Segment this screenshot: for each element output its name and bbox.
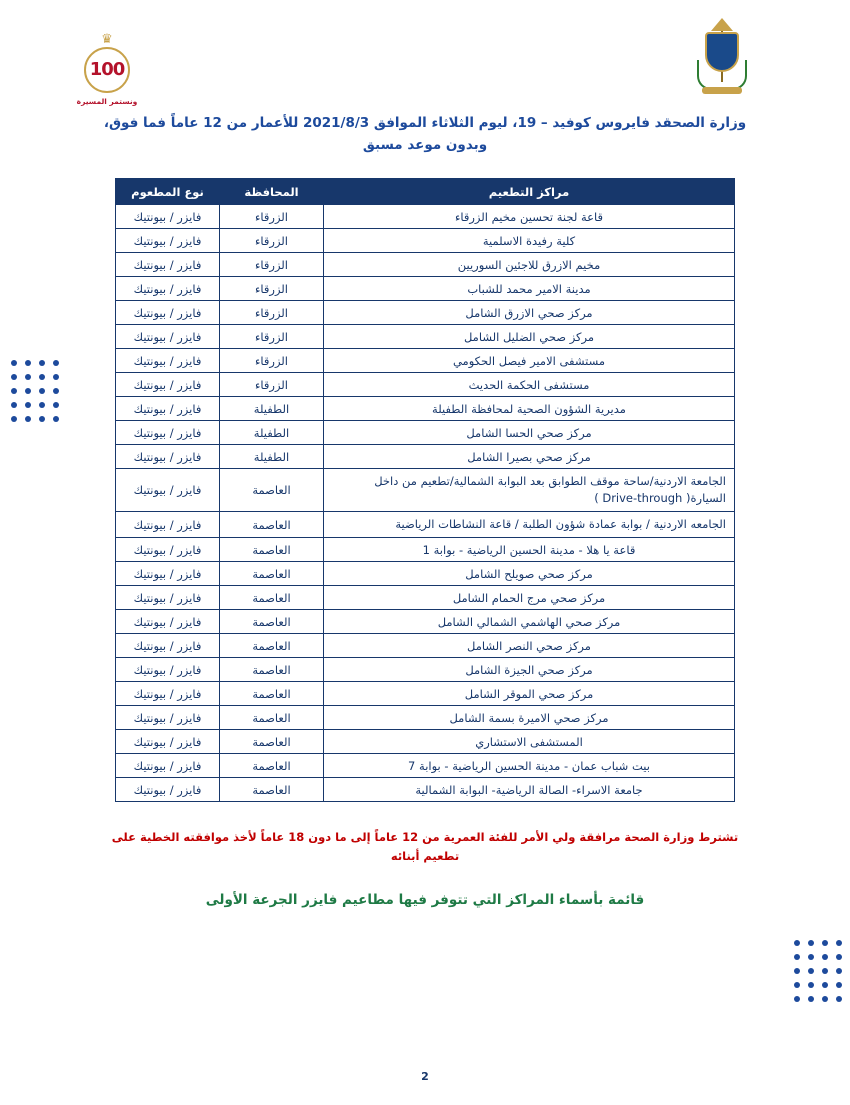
guardian-consent-note: تشترط وزارة الصحة مرافقة ولي الأمر للفئة العمرية من 12 عاماً إلى ما دون 18 عاماً لأخذ موافقته الخطية على تطعيم أبنائه <box>111 830 739 863</box>
cell-vaccine-type: فايزر / بيونتيك <box>116 397 220 421</box>
cell-governorate: الزرقاء <box>220 349 324 373</box>
pfizer-first-dose-note: قائمة بأسماء المراكز التي تتوفر فيها مطاعيم فايزر الجرعة الأولى <box>205 892 645 908</box>
table-row <box>116 754 735 778</box>
cell-center-name: بيت شباب عمان - مدينة الحسين الرياضية - بوابة 7 <box>324 754 735 778</box>
cell-center-name: مركز صحي الازرق الشامل <box>324 301 735 325</box>
cell-center-name: كلية رفيدة الاسلمية <box>324 229 735 253</box>
table-row <box>116 512 735 538</box>
table-row <box>116 682 735 706</box>
title-line-2: وبدون موعد مسبق <box>362 137 488 153</box>
cell-center-name: جامعة الاسراء- الصالة الرياضية- البوابة الشمالية <box>324 778 735 802</box>
cell-vaccine-type: فايزر / بيونتيك <box>116 586 220 610</box>
cell-center-name: قاعة لجنة تحسين مخيم الزرقاء <box>324 205 735 229</box>
cell-vaccine-type: فايزر / بيونتيك <box>116 445 220 469</box>
table-row <box>116 706 735 730</box>
col-header-governorate: المحافظة <box>220 179 324 205</box>
table-row <box>116 301 735 325</box>
wreath-right-shape <box>733 60 747 90</box>
cell-vaccine-type: فايزر / بيونتيك <box>116 512 220 538</box>
cell-center-name: مركز صحي مرج الحمام الشامل <box>324 586 735 610</box>
cell-governorate: الطفيلة <box>220 445 324 469</box>
cell-governorate: العاصمة <box>220 469 324 512</box>
table-row <box>116 325 735 349</box>
cell-center-name: مركز صحي الموقر الشامل <box>324 682 735 706</box>
cell-vaccine-type: فايزر / بيونتيك <box>116 538 220 562</box>
cell-vaccine-type: فايزر / بيونتيك <box>116 421 220 445</box>
cell-governorate: العاصمة <box>220 562 324 586</box>
cell-center-name: مستشفى الامير فيصل الحكومي <box>324 349 735 373</box>
cell-center-name: المستشفى الاستشاري <box>324 730 735 754</box>
table-row <box>116 373 735 397</box>
cell-center-name: مركز صحي الاميرة بسمة الشامل <box>324 706 735 730</box>
table-row <box>116 634 735 658</box>
table-row <box>116 562 735 586</box>
table-row <box>116 277 735 301</box>
table-row <box>116 253 735 277</box>
col-header-vaccine-type: نوع المطعوم <box>116 179 220 205</box>
cell-center-name: مخيم الازرق للاجئين السوريين <box>324 253 735 277</box>
table-row <box>116 730 735 754</box>
cell-governorate: العاصمة <box>220 730 324 754</box>
table-row <box>116 229 735 253</box>
cell-center-name: مركز صحي صويلح الشامل <box>324 562 735 586</box>
cell-vaccine-type: فايزر / بيونتيك <box>116 277 220 301</box>
cell-center-name: مديرية الشؤون الصحية لمحافظة الطفيلة <box>324 397 735 421</box>
vaccination-centers-table <box>115 178 735 802</box>
table-row <box>116 658 735 682</box>
jordan-centennial-logo <box>48 34 166 106</box>
cell-center-name: قاعة يا هلا - مدينة الحسين الرياضية - بوابة 1 <box>324 538 735 562</box>
cell-center-name: مدينة الامير محمد للشباب <box>324 277 735 301</box>
cell-governorate: الزرقاء <box>220 253 324 277</box>
centennial-caption: ونستمر المسيرة <box>76 97 138 106</box>
cell-governorate: العاصمة <box>220 682 324 706</box>
cell-center-name: الجامعة الاردنية/ساحة موقف الطوابق بعد البوابة الشمالية/تطعيم من داخل السيارة( Drive-through ) <box>324 469 735 512</box>
coat-of-arms-icon <box>696 18 748 92</box>
cell-vaccine-type: فايزر / بيونتيك <box>116 229 220 253</box>
cell-vaccine-type: فايزر / بيونتيك <box>116 634 220 658</box>
cell-governorate: العاصمة <box>220 778 324 802</box>
cell-vaccine-type: فايزر / بيونتيك <box>116 301 220 325</box>
table-row <box>116 586 735 610</box>
cell-governorate: العاصمة <box>220 586 324 610</box>
table-row <box>116 349 735 373</box>
table-header-row <box>116 179 735 205</box>
centennial-badge: 100 <box>84 47 130 93</box>
table-row <box>116 778 735 802</box>
title-line-1: وزارة الصحقد فايروس كوفيد – 19، ليوم الثلاثاء الموافق 2021/8/3 للأعمار من 12 عاماً فما فوق، <box>103 115 747 131</box>
document-title <box>64 112 786 156</box>
cell-governorate: العاصمة <box>220 538 324 562</box>
cell-center-name: مركز صحي الهاشمي الشمالي الشامل <box>324 610 735 634</box>
cell-governorate: الزرقاء <box>220 277 324 301</box>
table-row <box>116 538 735 562</box>
cell-vaccine-type: فايزر / بيونتيك <box>116 325 220 349</box>
cell-governorate: العاصمة <box>220 706 324 730</box>
cell-center-name: مركز صحي النصر الشامل <box>324 634 735 658</box>
crown-icon: ♛ <box>101 32 113 47</box>
table-body <box>116 205 735 802</box>
vaccination-centers-table-wrapper <box>115 178 735 802</box>
cell-governorate: الزرقاء <box>220 325 324 349</box>
document-header <box>0 0 850 112</box>
crown-shape <box>711 18 733 31</box>
table-row <box>116 421 735 445</box>
cell-center-name: مركز صحي الحسا الشامل <box>324 421 735 445</box>
cell-vaccine-type: فايزر / بيونتيك <box>116 253 220 277</box>
table-row <box>116 397 735 421</box>
table-row <box>116 445 735 469</box>
cell-governorate: العاصمة <box>220 634 324 658</box>
cell-vaccine-type: فايزر / بيونتيك <box>116 754 220 778</box>
ribbon-shape <box>702 87 742 94</box>
col-header-center: مراكز التطعيم <box>324 179 735 205</box>
cell-vaccine-type: فايزر / بيونتيك <box>116 349 220 373</box>
cell-governorate: الطفيلة <box>220 421 324 445</box>
cell-vaccine-type: فايزر / بيونتيك <box>116 562 220 586</box>
wreath-left-shape <box>697 60 711 90</box>
cell-governorate: العاصمة <box>220 658 324 682</box>
cell-vaccine-type: فايزر / بيونتيك <box>116 682 220 706</box>
decorative-dots-left <box>8 360 59 425</box>
cell-vaccine-type: فايزر / بيونتيك <box>116 778 220 802</box>
cell-center-name: مستشفى الحكمة الحديث <box>324 373 735 397</box>
cell-center-name: مركز صحي الضليل الشامل <box>324 325 735 349</box>
cell-center-name: مركز صحي الجيزة الشامل <box>324 658 735 682</box>
table-row <box>116 205 735 229</box>
cell-governorate: الزرقاء <box>220 229 324 253</box>
cell-vaccine-type: فايزر / بيونتيك <box>116 373 220 397</box>
cell-center-name: الجامعه الاردنية / بوابة عمادة شؤون الطلبة / قاعة النشاطات الرياضية <box>324 512 735 538</box>
cell-vaccine-type: فايزر / بيونتيك <box>116 658 220 682</box>
cell-vaccine-type: فايزر / بيونتيك <box>116 205 220 229</box>
cell-governorate: العاصمة <box>220 512 324 538</box>
cell-governorate: العاصمة <box>220 610 324 634</box>
cell-center-name: مركز صحي بصيرا الشامل <box>324 445 735 469</box>
cell-governorate: الزرقاء <box>220 373 324 397</box>
jordan-coat-of-arms <box>682 18 762 92</box>
cell-vaccine-type: فايزر / بيونتيك <box>116 730 220 754</box>
cell-governorate: الزرقاء <box>220 301 324 325</box>
page-number: 2 <box>421 1070 429 1083</box>
table-row <box>116 610 735 634</box>
cell-governorate: العاصمة <box>220 754 324 778</box>
cell-vaccine-type: فايزر / بيونتيك <box>116 610 220 634</box>
cell-vaccine-type: فايزر / بيونتيك <box>116 706 220 730</box>
table-row <box>116 469 735 512</box>
cell-governorate: الزرقاء <box>220 205 324 229</box>
cell-governorate: الطفيلة <box>220 397 324 421</box>
cell-vaccine-type: فايزر / بيونتيك <box>116 469 220 512</box>
decorative-dots-right <box>791 940 842 1005</box>
